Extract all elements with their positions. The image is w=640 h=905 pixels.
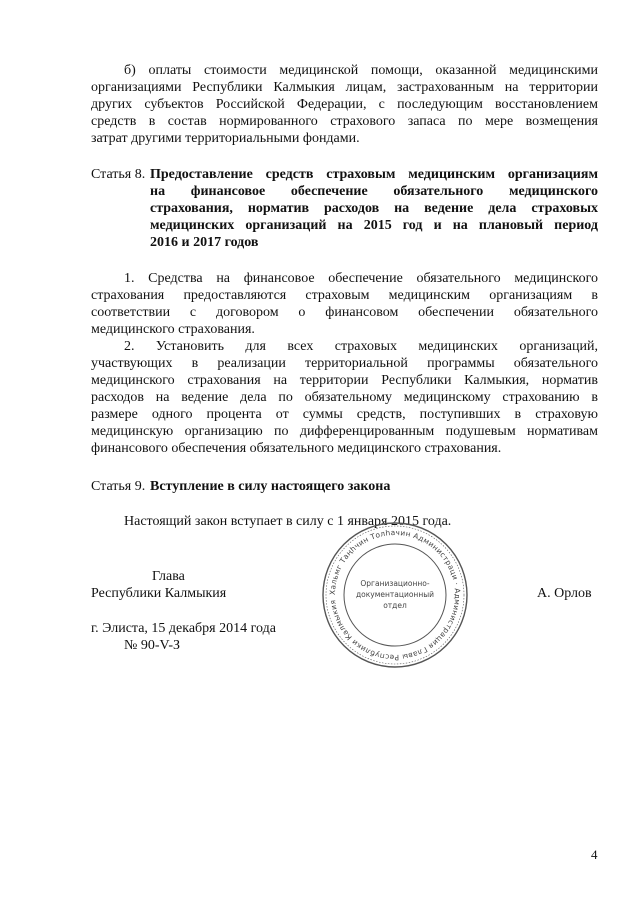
article-8-title-line: на финансовое обеспечение обязательного медицинского xyxy=(150,184,598,199)
stamp-inner-line: Организационно- xyxy=(360,579,430,588)
text-line: страхования предоставляются страховым медицинским организациям в xyxy=(91,288,598,303)
article-8-label: Статья 8. xyxy=(91,167,146,182)
article-8-title-line: Предоставление средств страховым медицинским организациям xyxy=(150,167,598,182)
article-9-label: Статья 9. xyxy=(91,479,146,494)
text-line: соответствии с договором о финансовом обеспечении обязательного xyxy=(91,305,598,320)
text-line: размере одного процента от суммы средств, поступивших в страховую xyxy=(91,407,598,422)
text-line: 2. Установить для всех страховых медицинских организаций, xyxy=(124,339,598,354)
article-8-title-line: медицинских организаций на 2015 год и на плановый период xyxy=(150,218,598,233)
text-line: 1. Средства на финансовое обеспечение обязательного медицинского xyxy=(124,271,598,286)
text-line: б) оплаты стоимости медицинской помощи, оказанной медицинскими xyxy=(124,63,598,78)
article-8-title-line: страхования, норматив расходов на ведение дела страховых xyxy=(150,201,598,216)
text-line: организациями Республики Калмыкия лицам, застрахованным на территории xyxy=(91,80,598,95)
text-line: медицинского страхования на территории Республики Калмыкия, норматив xyxy=(91,373,598,388)
signatory-position-line-2: Республики Калмыкия xyxy=(91,586,227,601)
place-date: г. Элиста, 15 декабря 2014 года xyxy=(91,621,276,636)
text-line: участвующих в реализации территориальной программы обязательного xyxy=(91,356,598,371)
page-number: 4 xyxy=(591,847,598,862)
text-line: финансового обеспечения обязательного медицинского страхования. xyxy=(91,441,502,456)
article-9-text: Настоящий закон вступает в силу с 1 января 2015 года. xyxy=(124,514,452,529)
text-line: затрат другими территориальными фондами. xyxy=(91,131,360,146)
text-line: медицинского страхования. xyxy=(91,322,255,337)
stamp-inner-line: отдел xyxy=(383,601,407,610)
official-stamp xyxy=(320,520,470,670)
signatory-name: А. Орлов xyxy=(537,586,592,601)
text-line: медицинскую организацию по дифференцированным подушевым нормативам xyxy=(91,424,598,439)
article-9-title: Вступление в силу настоящего закона xyxy=(150,479,391,494)
text-line: средств в состав нормированного страхового запаса по мере возмещения xyxy=(91,114,598,129)
stamp-inner-line: документационный xyxy=(355,590,435,599)
text-line: расходов на ведение дела по обязательному медицинскому страхованию в xyxy=(91,390,598,405)
law-number: № 90-V-З xyxy=(124,638,181,653)
text-line: других субъектов Российской Федерации, с последующим восстановлением xyxy=(91,97,598,112)
stamp-outer-text: Хальмг Таңһчин Толһачин Администраци · Администрация Главы Республики Калмыкия xyxy=(327,527,463,663)
signatory-position-line-1: Глава xyxy=(152,569,185,584)
article-8-title-line: 2016 и 2017 годов xyxy=(150,235,259,250)
